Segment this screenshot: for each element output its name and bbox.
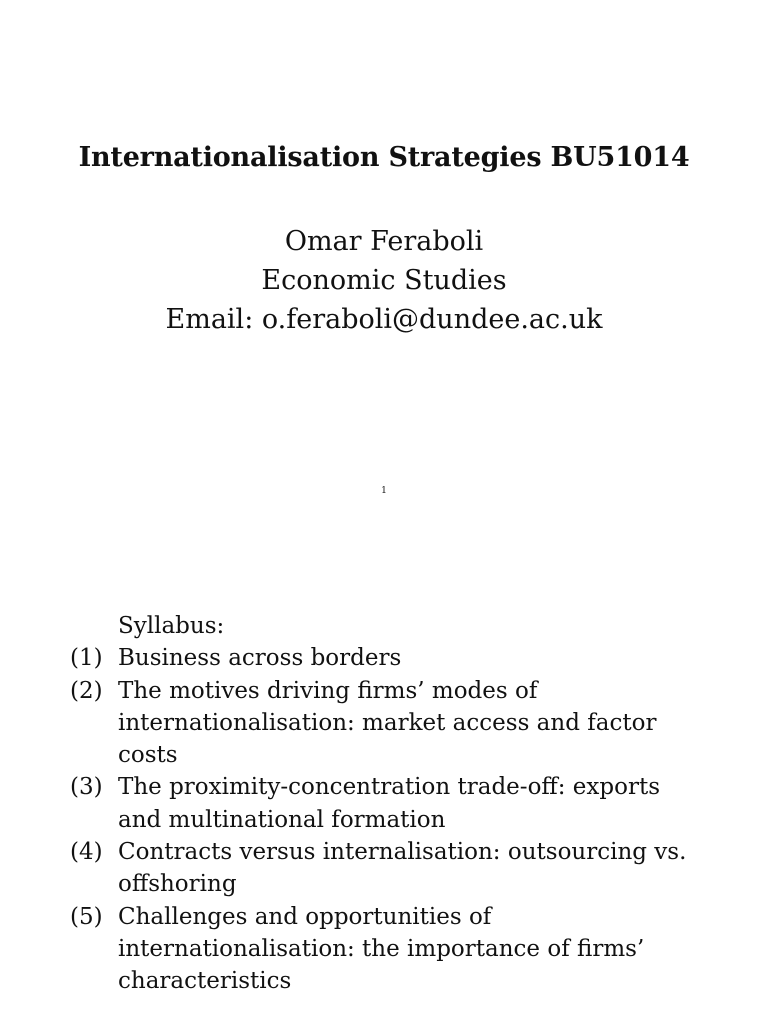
syllabus-item — [70, 771, 710, 836]
syllabus-item — [70, 675, 710, 772]
syllabus-item-text: The proximity-concentration trade-off: exports and multinational formation — [118, 774, 661, 833]
author-block — [0, 222, 768, 339]
document-title: Internationalisation Strategies BU51014 — [78, 142, 690, 173]
syllabus-item — [70, 642, 710, 674]
syllabus-item-text: Challenges and opportunities of internationalisation: the importance of firms’ characteristics — [118, 903, 645, 995]
syllabus-item-number: (4) — [70, 839, 103, 866]
author-email: Email: o.feraboli@dundee.ac.uk — [165, 304, 603, 335]
syllabus-heading: Syllabus: — [118, 613, 225, 639]
page-number: 1 — [381, 486, 387, 496]
syllabus-item — [70, 836, 710, 901]
syllabus-section — [70, 610, 710, 998]
syllabus-item-number: (3) — [70, 774, 103, 801]
syllabus-item — [70, 901, 710, 998]
syllabus-list — [70, 642, 710, 997]
syllabus-item-text: Contracts versus internalisation: outsourcing vs. offshoring — [118, 839, 687, 898]
syllabus-item-text: Business across borders — [118, 645, 402, 672]
author-department: Economic Studies — [261, 265, 507, 296]
syllabus-item-number: (5) — [70, 903, 103, 930]
syllabus-item-number: (1) — [70, 645, 103, 672]
author-name: Omar Feraboli — [284, 226, 484, 257]
syllabus-item-number: (2) — [70, 677, 103, 704]
syllabus-item-text: The motives driving firms’ modes of internationalisation: market access and factor costs — [118, 677, 657, 769]
